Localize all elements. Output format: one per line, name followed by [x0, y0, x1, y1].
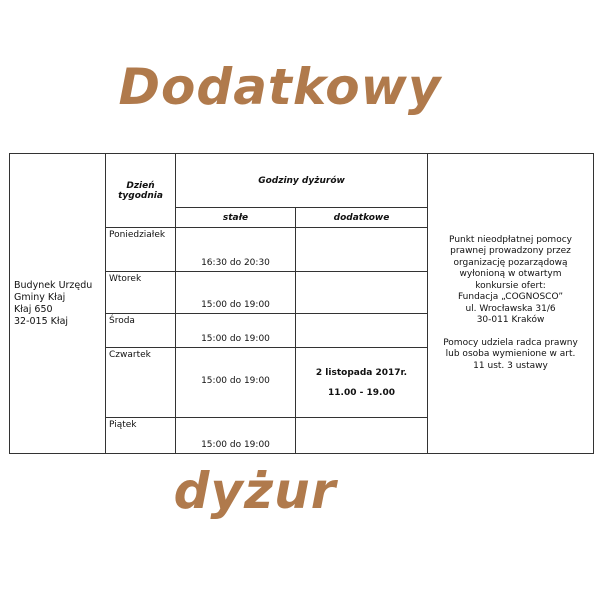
location-line: Gminy Kłaj [14, 291, 66, 303]
day-name: Wtorek [106, 272, 176, 314]
info-line: prawnej prowadzony przez [450, 246, 571, 257]
heading-dodatkowy: Dodatkowy [118, 58, 442, 116]
day-name: Środa [106, 314, 176, 348]
header-hours: Godziny dyżurów [176, 154, 428, 208]
additional-hours [296, 418, 428, 454]
additional-hours [296, 314, 428, 348]
day-name: Czwartek [106, 348, 176, 418]
header-day: Dzień tygodnia [106, 154, 176, 228]
info-line: Fundacja „COGNOSCO” [457, 292, 564, 303]
location-line: 32-015 Kłaj [14, 315, 69, 327]
info-line: konkursie ofert: [475, 280, 546, 291]
regular-hours: 15:00 do 19:00 [176, 272, 296, 314]
regular-hours: 15:00 do 19:00 [176, 348, 296, 418]
info-line: Pomocy udziela radca prawny [443, 337, 578, 348]
additional-time: 11.00 - 19.00 [328, 387, 395, 398]
location-line: Budynek Urzędu [14, 279, 93, 291]
info-cell [428, 154, 594, 454]
header-regular: stałe [176, 208, 296, 228]
location-cell [10, 154, 106, 454]
info-line: ul. Wrocławska 31/6 [465, 303, 556, 314]
info-line: 30-011 Kraków [476, 315, 545, 326]
info-line: lub osoba wymienione w art. [445, 349, 576, 360]
heading-dyzur: dyżur [173, 462, 337, 520]
additional-hours [296, 272, 428, 314]
location-line: Kłaj 650 [14, 303, 53, 315]
regular-hours: 15:00 do 19:00 [176, 314, 296, 348]
additional-date: 2 listopada 2017r. [315, 367, 408, 378]
info-line: 11 ust. 3 ustawy [473, 360, 548, 371]
regular-hours: 16:30 do 20:30 [176, 228, 296, 272]
schedule-table [9, 153, 594, 454]
day-name: Piątek [106, 418, 176, 454]
info-line: organizację pozarządową [453, 257, 568, 268]
header-additional: dodatkowe [296, 208, 428, 228]
additional-hours [296, 228, 428, 272]
regular-hours: 15:00 do 19:00 [176, 418, 296, 454]
info-line: wyłonioną w otwartym [459, 269, 562, 280]
day-name: Poniedziałek [106, 228, 176, 272]
additional-hours [296, 348, 428, 418]
info-line: Punkt nieodpłatnej pomocy [449, 234, 572, 245]
